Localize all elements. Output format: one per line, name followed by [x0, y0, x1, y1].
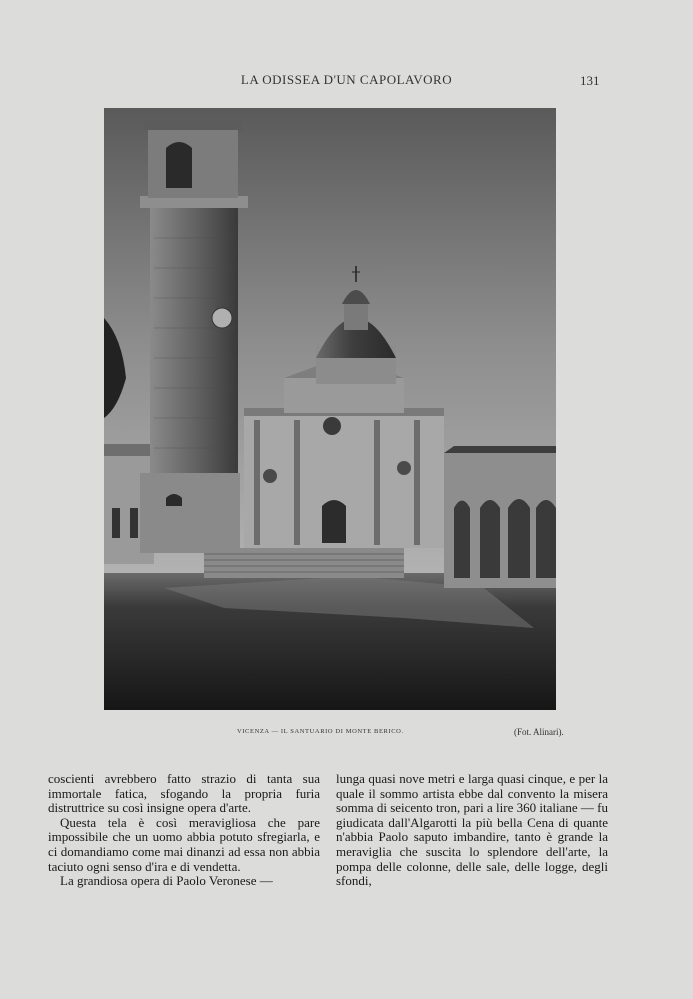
figure-caption: VICENZA — IL SANTUARIO DI MONTE BERICO.	[237, 728, 404, 735]
text-column-right	[336, 772, 608, 889]
photo-credit: (Fot. Alinari).	[514, 727, 564, 737]
photograph-santuario	[104, 108, 556, 710]
paragraph: coscienti avrebbero fatto strazio di tanta sua immortale fatica, sfogando la propria furia distruttrice su così insigne opera d'arte.	[48, 771, 320, 816]
running-title: LA ODISSEA D'UN CAPOLAVORO	[240, 72, 453, 87]
paragraph: lunga quasi nove metri e larga quasi cinque, e per la quale il sommo artista ebbe dal convento la misera somma di seicento tron, pari a lire 360 italiane — fu giudicata dall'Algarotti la più bella Cena di quante n'abbia Paolo saputo imbandire, tanto è grande la meraviglia che suscita lo splendore dell'arte, la pompa delle colonne, delle sale, delle logge, degli sfondi,	[336, 771, 608, 889]
page-number: 131	[580, 73, 600, 88]
text-column-left	[48, 772, 320, 889]
paragraph: La grandiosa opera di Paolo Veronese —	[60, 873, 273, 889]
paragraph: Questa tela è così meravigliosa che pare impossibile che un uomo abbia potuto sfregiarla, e ci domandiamo come mai dinanzi ad essa non abbia taciuto ogni senso d'ira e di vendetta.	[48, 814, 320, 874]
